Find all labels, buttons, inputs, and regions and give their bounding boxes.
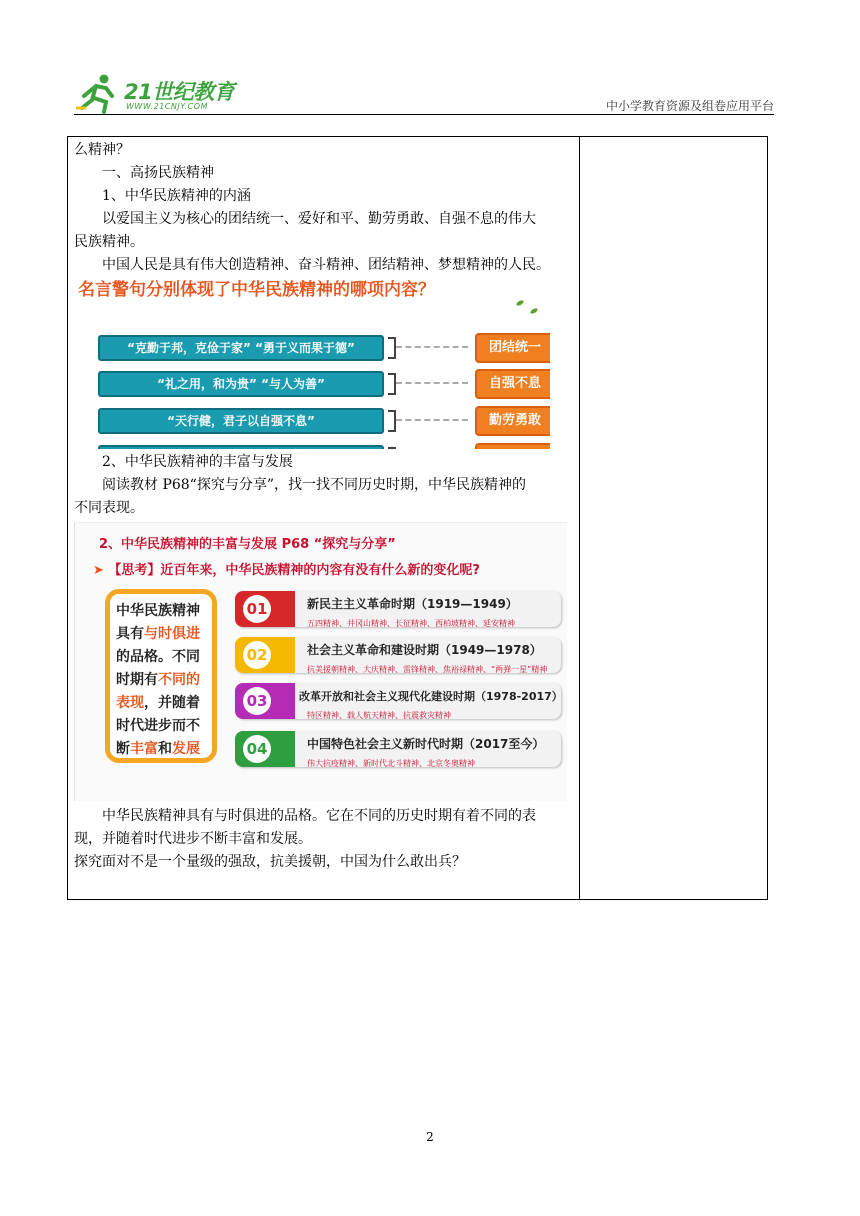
leaf-icon [516, 299, 525, 306]
answer-tag: 勤劳勇敢 [475, 406, 550, 436]
text-line: 现，并随着时代进步不断丰富和发展。 [74, 831, 312, 847]
text-line: 阅读教材 P68“探究与分享”，找一找不同历史时期，中华民族精神的 [102, 477, 526, 493]
text-line: 中华民族精神具有与时俱进的品格。它在不同的历史时期有着不同的表 [102, 808, 536, 824]
answer-tag: 自强不息 [475, 369, 550, 399]
quote-matching-figure [76, 279, 550, 449]
summary-line: 断丰富和发展 [116, 741, 200, 757]
content-cell [74, 139, 574, 874]
page-number: 2 [426, 1130, 434, 1144]
summary-line: 的品格。不同 [116, 649, 200, 665]
bracket-icon [388, 337, 396, 359]
section-heading: 一、高扬民族精神 [102, 165, 214, 181]
period-spirits: 五四精神、井冈山精神、长征精神、西柏坡精神、延安精神 [307, 619, 515, 628]
column-divider [579, 137, 580, 899]
summary-line: 表现，并随着 [116, 695, 200, 711]
spirit-evolution-figure [74, 522, 567, 801]
period-card [235, 731, 561, 767]
bracket-icon [388, 447, 396, 449]
summary-box [105, 589, 217, 763]
subsection-heading: 1、中华民族精神的内涵 [102, 188, 251, 204]
quote-bar [98, 445, 384, 449]
lesson-table [67, 136, 768, 900]
summary-line: 中华民族精神 [116, 603, 200, 619]
subsection-heading: 2、中华民族精神的丰富与发展 [102, 454, 293, 470]
period-name: 新民主主义革命时期（1919—1949） [307, 597, 518, 611]
text-line: 么精神？ [74, 142, 130, 158]
figure-title: 名言警句分别体现了中华民族精神的哪项内容？ [78, 280, 435, 300]
dashed-connector [396, 382, 468, 384]
figure-question: ➤ 【思考】近百年来，中华民族精神的内容有没有什么新的变化呢? [93, 563, 480, 578]
summary-line: 时期有不同的 [116, 672, 200, 688]
period-card [235, 683, 561, 719]
platform-name: 中小学教育资源及组卷应用平台 [605, 99, 774, 113]
period-name: 社会主义革命和建设时期（1949—1978） [307, 643, 542, 657]
header-divider [74, 114, 774, 115]
period-spirits: 抗美援朝精神、大庆精神、雷锋精神、焦裕禄精神、“两弹一星”精神 [307, 665, 548, 674]
period-number-tab [235, 637, 295, 673]
dashed-connector [396, 346, 468, 348]
runner-logo-icon [74, 72, 124, 114]
figure-title: 2、中华民族精神的丰富与发展 P68 “探究与分享” [99, 537, 396, 552]
period-card [235, 637, 561, 673]
site-logo [74, 72, 254, 114]
bracket-icon [388, 373, 396, 395]
bracket-icon [388, 410, 396, 432]
arrow-icon: ➤ [93, 563, 109, 578]
period-number-tab [235, 683, 295, 719]
period-spirits: 伟大抗疫精神、新时代北斗精神、北京冬奥精神 [307, 759, 475, 768]
period-number: 04 [243, 735, 271, 763]
page-header [74, 70, 774, 114]
text-line: 中国人民是具有伟大创造精神、奋斗精神、团结精神、梦想精神的人民。 [102, 257, 550, 273]
text-line: 探究面对不是一个量级的强敌，抗美援朝，中国为什么敢出兵？ [74, 854, 466, 870]
period-name: 改革开放和社会主义现代化建设时期（1978-2017） [299, 690, 563, 703]
period-number: 02 [243, 641, 271, 669]
logo-url: WWW.21CNJY.COM [126, 102, 208, 111]
dashed-connector [396, 419, 468, 421]
answer-tag: 团结统一 [475, 333, 550, 363]
text-line: 不同表现。 [74, 500, 144, 516]
summary-line: 时代进步而不 [116, 718, 200, 734]
period-number-tab [235, 591, 295, 627]
period-spirits: 特区精神、载人航天精神、抗震救灾精神 [307, 711, 451, 720]
leaf-icon [530, 307, 539, 314]
period-number: 03 [243, 687, 271, 715]
summary-line: 具有与时俱进 [116, 626, 200, 642]
period-number: 01 [243, 595, 271, 623]
period-name: 中国特色社会主义新时代时期（2017至今） [307, 737, 545, 751]
quote-bar: “礼之用，和为贵” “与人为善” [98, 371, 384, 397]
answer-tag [475, 443, 550, 449]
period-card [235, 591, 561, 627]
text-line: 以爱国主义为核心的团结统一、爱好和平、勤劳勇敢、自强不息的伟大 [102, 211, 536, 227]
quote-bar: “克勤于邦，克俭于家” “勇于义而果于德” [98, 335, 384, 361]
text-line: 民族精神。 [74, 234, 144, 250]
logo-text: 21世纪教育 [124, 80, 235, 104]
period-number-tab [235, 731, 295, 767]
quote-bar: “天行健，君子以自强不息” [98, 408, 384, 434]
